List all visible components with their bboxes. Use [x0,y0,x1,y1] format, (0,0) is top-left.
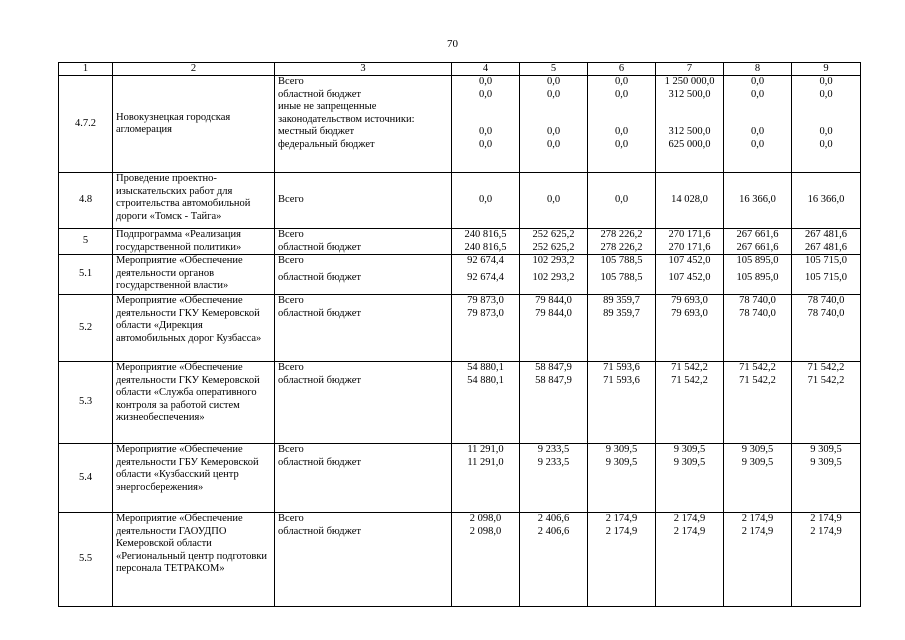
value: 105 895,0 [736,255,779,266]
source-label: иные не запрещенные законодательством источники: [278,101,415,125]
col-header: 8 [724,63,792,76]
page-number: 70 [447,38,458,50]
row-number: 5.1 [59,255,113,295]
value: 0,0 [750,126,765,137]
source-label: областной бюджет [278,307,361,319]
value: 107 452,0 [668,255,711,266]
value: 0,0 [478,76,493,87]
value-cell [588,229,656,255]
value: 11 291,0 [467,456,504,468]
source-label: Всего [278,76,304,87]
value-cell [588,444,656,513]
row-number: 4.7.2 [59,76,113,173]
row-number: 5.5 [59,513,113,607]
value: 89 359,7 [603,307,640,319]
value: 0,0 [750,138,765,150]
table-row [59,362,861,444]
value: 267 481,6 [805,229,847,240]
value-cell [452,255,520,295]
row-name: Мероприятие «Обеспечение деятельности органов государственной власти» [113,255,275,295]
value: 105 715,0 [805,271,847,283]
value-cell [452,76,520,173]
value: 2 098,0 [469,525,502,537]
value-cell [656,513,724,607]
value-cell [520,295,588,362]
value: 9 309,5 [605,456,638,468]
row-name: Подпрограмма «Реализация государственной политики» [113,229,275,255]
value-cell [656,362,724,444]
value: 16 366,0 [724,173,792,229]
value: 105 788,5 [600,271,643,283]
row-number: 5.2 [59,295,113,362]
value: 79 873,0 [467,295,504,306]
row-number: 5.3 [59,362,113,444]
value: 9 309,5 [741,444,774,455]
value: 71 542,2 [671,374,708,386]
funding-sources [275,229,452,255]
value: 240 816,5 [464,229,507,240]
value: 14 028,0 [656,173,724,229]
value-cell [656,255,724,295]
value: 2 174,9 [605,525,638,537]
value: 11 291,0 [467,444,504,455]
value: 71 542,2 [739,374,776,386]
value: 0,0 [614,88,629,100]
table-row [59,76,861,173]
value: 16 366,0 [792,173,861,229]
value-cell [656,444,724,513]
value: 58 847,9 [535,362,572,373]
value: 240 816,5 [464,241,507,253]
value: 9 233,5 [537,444,570,455]
value-cell [724,444,792,513]
value: 278 226,2 [600,241,643,253]
value-cell [588,362,656,444]
value: 0,0 [819,126,833,137]
source-label: областной бюджет [278,241,361,253]
value: 0,0 [614,76,629,87]
value-cell [656,76,724,173]
value: 102 293,2 [532,255,575,266]
value-cell [452,229,520,255]
value-cell [520,229,588,255]
value: 105 788,5 [600,255,643,266]
value: 2 174,9 [673,513,706,524]
value-cell [520,255,588,295]
col-header: 9 [792,63,861,76]
value-cell [792,513,861,607]
value-cell [656,295,724,362]
value: 107 452,0 [668,271,711,283]
value-cell [452,444,520,513]
source-label: Всего [278,255,304,266]
value: 2 174,9 [741,525,774,537]
table-row [59,255,861,295]
value: 71 593,6 [603,374,640,386]
value: 9 309,5 [810,444,842,455]
value: 54 880,1 [467,374,504,386]
value: 2 174,9 [673,525,706,537]
value: 1 250 000,0 [664,76,715,87]
value: 78 740,0 [739,295,776,306]
value: 105 715,0 [805,255,847,266]
source-label: областной бюджет [278,456,361,468]
value-cell [724,362,792,444]
value: 278 226,2 [600,229,643,240]
value-cell [588,255,656,295]
value: 71 542,2 [739,362,776,373]
value: 2 174,9 [810,513,842,524]
value: 0,0 [520,173,588,229]
value: 0,0 [546,76,561,87]
table-row [59,229,861,255]
value: 9 309,5 [673,444,706,455]
value: 79 844,0 [535,295,572,306]
value: 2 406,6 [537,525,570,537]
value: 2 098,0 [469,513,502,524]
source-label: местный бюджет [278,126,355,137]
value: 0,0 [478,126,493,137]
value: 267 481,6 [805,241,847,253]
value-cell [792,255,861,295]
value: 0,0 [750,88,765,100]
value: 78 740,0 [739,307,776,319]
table-row [59,513,861,607]
value: 252 625,2 [532,241,575,253]
value-cell [792,444,861,513]
source-label: Всего [275,173,452,229]
value: 78 740,0 [807,307,845,319]
source-label: Всего [278,444,304,455]
value-cell [792,362,861,444]
value: 0,0 [588,173,656,229]
value: 79 693,0 [671,307,708,319]
funding-sources [275,255,452,295]
value-cell [792,76,861,173]
source-label: областной бюджет [278,271,361,283]
row-name: Мероприятие «Обеспечение деятельности ГКУ Кемеровской области «Служба оперативного контроля за работой систем жизнеобеспечения» [113,362,275,444]
value: 267 661,6 [736,229,779,240]
funding-sources [275,295,452,362]
row-name: Новокузнецкая городская агломерация [113,76,275,173]
value: 79 873,0 [467,307,504,319]
row-name: Мероприятие «Обеспечение деятельности ГБУ Кемеровской области «Кузбасский центр энергосбережения» [113,444,275,513]
value: 71 542,2 [807,374,845,386]
budget-table [58,62,861,607]
value-cell [724,513,792,607]
col-header: 3 [275,63,452,76]
row-name: Проведение проектно-изыскательских работ для строительства автомобильной дороги «Томск - Тайга» [113,173,275,229]
value-cell [724,76,792,173]
value-cell [452,295,520,362]
value: 71 542,2 [807,362,845,373]
value: 105 895,0 [736,271,779,283]
value: 2 406,6 [537,513,570,524]
table-row [59,295,861,362]
value: 9 309,5 [741,456,774,468]
value: 625 000,0 [668,138,711,150]
value: 71 542,2 [671,362,708,373]
value: 0,0 [546,138,561,150]
value: 2 174,9 [605,513,638,524]
value: 79 844,0 [535,307,572,319]
value-cell [724,295,792,362]
col-header: 4 [452,63,520,76]
value: 270 171,6 [668,241,711,253]
value: 0,0 [452,173,520,229]
funding-sources [275,362,452,444]
value: 0,0 [819,76,833,87]
value: 2 174,9 [810,525,842,537]
source-label: Всего [278,362,304,373]
row-number: 5.4 [59,444,113,513]
value: 79 693,0 [671,295,708,306]
funding-sources [275,76,452,173]
col-header: 1 [59,63,113,76]
table-row [59,173,861,229]
value: 0,0 [614,138,629,150]
value-cell [588,76,656,173]
source-label: областной бюджет [278,88,361,100]
col-header: 5 [520,63,588,76]
value: 0,0 [819,138,833,150]
funding-sources [275,444,452,513]
row-name: Мероприятие «Обеспечение деятельности ГКУ Кемеровской области «Дирекция автомобильных дорог Кузбасса» [113,295,275,362]
value: 102 293,2 [532,271,575,283]
value: 9 233,5 [537,456,570,468]
row-number: 5 [59,229,113,255]
value-cell [520,76,588,173]
value-cell [588,513,656,607]
value-cell [792,229,861,255]
value-cell [724,255,792,295]
value-cell [520,362,588,444]
row-number: 4.8 [59,173,113,229]
value-cell [588,295,656,362]
value: 58 847,9 [535,374,572,386]
value: 9 309,5 [673,456,706,468]
value: 9 309,5 [605,444,638,455]
value: 71 593,6 [603,362,640,373]
value-cell [724,229,792,255]
value: 0,0 [478,138,493,150]
value: 267 661,6 [736,241,779,253]
col-header: 7 [656,63,724,76]
value: 312 500,0 [668,88,711,100]
value-cell [452,362,520,444]
col-header: 2 [113,63,275,76]
value-cell [452,513,520,607]
value: 0,0 [750,76,765,87]
source-label: Всего [278,513,304,524]
value: 270 171,6 [668,229,711,240]
value: 54 880,1 [467,362,504,373]
value: 0,0 [478,88,493,100]
table-row [59,444,861,513]
source-label: Всего [278,295,304,306]
value: 89 359,7 [603,295,640,306]
value-cell [520,444,588,513]
row-name: Мероприятие «Обеспечение деятельности ГАОУДПО Кемеровской области «Региональный центр подготовки персонала ТЕТРАКОМ» [113,513,275,607]
value-cell [792,295,861,362]
value: 9 309,5 [810,456,842,468]
source-label: областной бюджет [278,374,361,386]
value: 0,0 [546,126,561,137]
value: 92 674,4 [467,255,504,266]
value: 0,0 [614,126,629,137]
value: 252 625,2 [532,229,575,240]
value: 2 174,9 [741,513,774,524]
value-cell [656,229,724,255]
value: 312 500,0 [668,126,711,137]
value-cell [520,513,588,607]
funding-sources [275,513,452,607]
value: 0,0 [546,88,561,100]
source-label: областной бюджет [278,525,361,537]
col-header: 6 [588,63,656,76]
value: 78 740,0 [807,295,845,306]
value: 0,0 [819,88,833,100]
source-label: Всего [278,229,304,240]
source-label: федеральный бюджет [278,138,375,150]
value: 92 674,4 [467,271,504,283]
header-row [59,63,861,76]
